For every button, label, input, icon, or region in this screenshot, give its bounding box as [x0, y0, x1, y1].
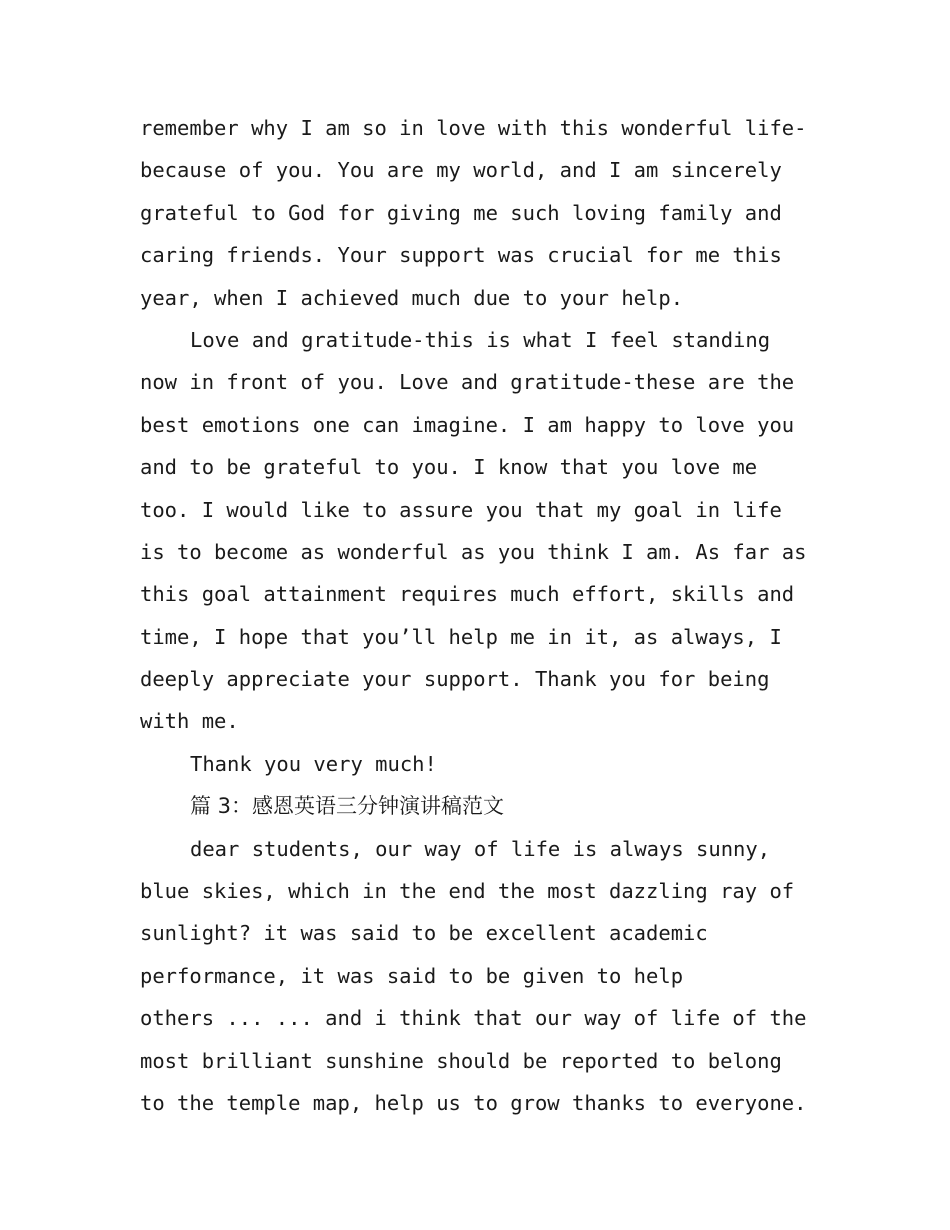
text-line: sunlight? it was said to be excellent academic — [140, 921, 708, 946]
text-line: deeply appreciate your support. Thank you for being — [140, 667, 770, 692]
text-line: is to become as wonderful as you think I am. As far as — [140, 539, 807, 564]
text-line: time, I hope that you’ll help me in it, as always, I — [140, 624, 782, 649]
text-line: performance, it was said to be given to help — [140, 963, 684, 988]
text-line: with me. — [140, 709, 239, 734]
document-body — [140, 107, 820, 1124]
text-line: most brilliant sunshine should be reported to belong — [140, 1048, 782, 1073]
text-line: remember why I am so in love with this wonderful life- — [140, 116, 807, 140]
text-line: this goal attainment requires much effort, skills and — [140, 582, 795, 607]
text-line: others ... ... and i think that our way of life of the — [140, 1006, 807, 1031]
text-line: too. I would like to assure you that my goal in life — [140, 497, 782, 522]
text-line: and to be grateful to you. I know that you love me — [140, 455, 758, 480]
paragraph-start-line: dear students, our way of life is always sunny, — [190, 836, 771, 861]
text-line: blue skies, which in the end the most dazzling ray of — [140, 879, 795, 904]
text-line: because of you. You are my world, and I am sincerely — [140, 158, 782, 183]
text-line: caring friends. Your support was crucial for me this — [140, 243, 782, 268]
paragraph-start-line: Love and gratitude-this is what I feel standing — [190, 327, 771, 352]
text-line: to the temple map, help us to grow thanks to everyone. — [140, 1090, 807, 1115]
text-line: best emotions one can imagine. I am happy to love you — [140, 412, 795, 437]
paragraph-start-line: Thank you very much! — [190, 751, 437, 776]
text-line: year, when I achieved much due to your help. — [140, 285, 684, 310]
text-line: now in front of you. Love and gratitude-these are the — [140, 370, 795, 395]
section-heading: 篇 3：感恩英语三分钟演讲稿范文 — [190, 794, 505, 819]
text-line: grateful to God for giving me such loving family and — [140, 200, 782, 225]
